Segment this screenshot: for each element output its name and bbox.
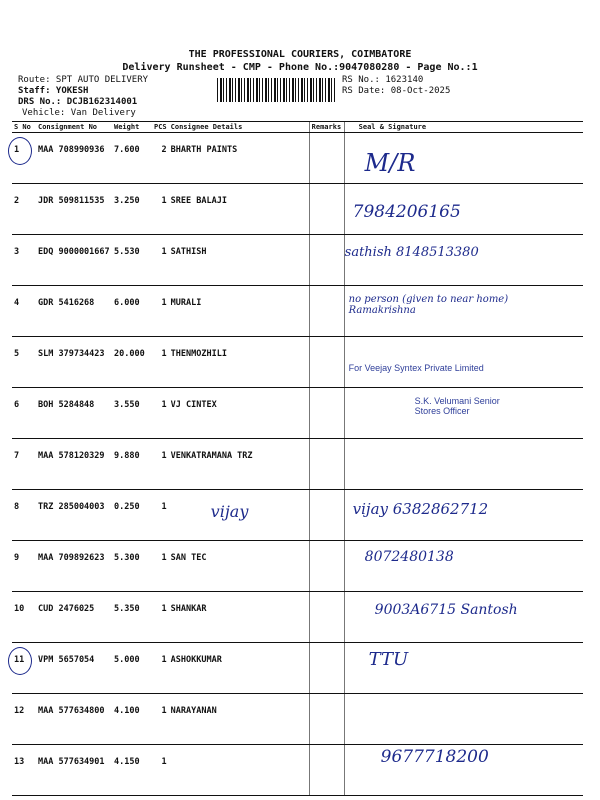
remarks-cell — [309, 643, 344, 694]
consignee-cell — [169, 745, 310, 796]
col-sno: S No — [12, 122, 36, 133]
remarks-cell — [309, 694, 344, 745]
staff-text: Staff: YOKESH — [18, 86, 89, 96]
table-row — [12, 286, 583, 337]
remarks-cell — [309, 235, 344, 286]
consignment-cell: VPM 5657054 — [36, 643, 112, 694]
sno-cell: 1 — [12, 133, 36, 184]
col-consignee: Consignee Details — [169, 122, 310, 133]
weight-cell: 0.250 — [112, 490, 152, 541]
sno-cell: 9 — [12, 541, 36, 592]
weight-cell: 7.600 — [112, 133, 152, 184]
table-row — [12, 541, 583, 592]
signature-cell — [344, 133, 583, 184]
meta-left — [18, 75, 148, 119]
meta-right — [342, 75, 450, 97]
signature-cell — [344, 643, 583, 694]
col-weight: Weight — [112, 122, 152, 133]
signature-text: 8072480138 — [364, 549, 454, 565]
consignment-cell: GDR 5416268 — [36, 286, 112, 337]
remarks-cell — [309, 541, 344, 592]
consignment-cell: MAA 577634800 — [36, 694, 112, 745]
weight-cell: 20.000 — [112, 337, 152, 388]
pcs-cell: 1 — [152, 235, 169, 286]
vehicle-text: Vehicle: Van Delivery — [22, 108, 136, 118]
remarks-cell — [309, 286, 344, 337]
consignment-cell: JDR 509811535 — [36, 184, 112, 235]
consignee-cell: BHARTH PAINTS — [169, 133, 310, 184]
rs-date: RS Date: 08-Oct-2025 — [342, 86, 451, 96]
table-row — [12, 184, 583, 235]
remarks-cell — [309, 337, 344, 388]
table-header-row — [12, 122, 583, 133]
remarks-cell — [309, 133, 344, 184]
col-remarks: Remarks — [309, 122, 344, 133]
signature-cell — [344, 490, 583, 541]
consignee-cell: ASHOKKUMAR — [169, 643, 310, 694]
table-row — [12, 643, 583, 694]
sno-cell: 2 — [12, 184, 36, 235]
signature-text: vijay 6382862712 — [352, 500, 489, 518]
col-seal: Seal & Signature — [344, 122, 583, 133]
signature-text: For Veejay Syntex Private Limited — [348, 363, 484, 373]
runsheet-table — [12, 121, 583, 796]
sno-cell: 12 — [12, 694, 36, 745]
pcs-cell: 1 — [152, 439, 169, 490]
col-consignment: Consignment No — [36, 122, 112, 133]
consignee-cell: SATHISH — [169, 235, 310, 286]
weight-cell: 3.250 — [112, 184, 152, 235]
pcs-cell: 1 — [152, 643, 169, 694]
signature-text: 9003A6715 Santosh — [374, 602, 518, 618]
sno-cell: 7 — [12, 439, 36, 490]
signature-cell — [344, 694, 583, 745]
table-row — [12, 745, 583, 796]
signature-cell — [344, 745, 583, 796]
consignment-cell: TRZ 285004003 — [36, 490, 112, 541]
weight-cell: 5.350 — [112, 592, 152, 643]
consignment-cell: BOH 5284848 — [36, 388, 112, 439]
pcs-cell: 1 — [152, 592, 169, 643]
barcode — [217, 78, 337, 102]
circle-mark — [8, 647, 32, 675]
rs-number: RS No.: 1623140 — [342, 75, 424, 85]
consignee-cell: NARAYANAN — [169, 694, 310, 745]
signature-cell — [344, 592, 583, 643]
pcs-cell: 1 — [152, 388, 169, 439]
consignee-cell: THENMOZHILI — [169, 337, 310, 388]
remarks-cell — [309, 184, 344, 235]
signature-text: M/R — [364, 149, 416, 177]
handwritten-name: vijay — [210, 502, 249, 521]
signature-cell — [344, 235, 583, 286]
sno-cell: 6 — [12, 388, 36, 439]
weight-cell: 9.880 — [112, 439, 152, 490]
sno-cell: 4 — [12, 286, 36, 337]
remarks-cell — [309, 592, 344, 643]
remarks-cell — [309, 490, 344, 541]
runsheet-subtitle: Delivery Runsheet - CMP - Phone No.:9047080280 - Page No.:1 — [122, 62, 478, 73]
route-text: Route: SPT AUTO DELIVERY — [18, 75, 149, 85]
signature-cell — [344, 286, 583, 337]
signature-cell — [344, 337, 583, 388]
table-row — [12, 388, 583, 439]
pcs-cell: 2 — [152, 133, 169, 184]
signature-text: TTU — [368, 649, 409, 670]
signature-text: sathish 8148513380 — [344, 245, 479, 260]
pcs-cell: 1 — [152, 694, 169, 745]
consignee-cell — [169, 490, 310, 541]
pcs-cell: 1 — [152, 490, 169, 541]
weight-cell: 5.300 — [112, 541, 152, 592]
consignee-cell: VJ CINTEX — [169, 388, 310, 439]
signature-cell — [344, 439, 583, 490]
table-row — [12, 592, 583, 643]
consignment-cell: MAA 578120329 — [36, 439, 112, 490]
sno-cell: 11 — [12, 643, 36, 694]
drs-number: DRS No.: DCJB162314001 — [18, 97, 138, 107]
col-pcs: PCS — [154, 123, 167, 131]
signature-text: 7984206165 — [352, 202, 461, 222]
weight-cell: 5.530 — [112, 235, 152, 286]
consignment-cell: MAA 708990936 — [36, 133, 112, 184]
signature-cell — [344, 184, 583, 235]
table-row — [12, 490, 583, 541]
table-row — [12, 133, 583, 184]
company-title: THE PROFESSIONAL COURIERS, COIMBATORE — [188, 49, 412, 60]
consignment-cell: EDQ 9000001667 — [36, 235, 112, 286]
weight-cell: 5.000 — [112, 643, 152, 694]
consignment-cell: CUD 2476025 — [36, 592, 112, 643]
remarks-cell — [309, 388, 344, 439]
weight-cell: 4.100 — [112, 694, 152, 745]
remarks-cell — [309, 439, 344, 490]
consignment-cell: SLM 379734423 — [36, 337, 112, 388]
consignee-cell: VENKATRAMANA TRZ — [169, 439, 310, 490]
pcs-cell: 1 — [152, 286, 169, 337]
signature-cell — [344, 541, 583, 592]
pcs-cell: 1 — [152, 541, 169, 592]
sno-cell: 10 — [12, 592, 36, 643]
weight-cell: 3.550 — [112, 388, 152, 439]
sno-cell: 8 — [12, 490, 36, 541]
weight-cell: 4.150 — [112, 745, 152, 796]
pcs-cell: 1 — [152, 184, 169, 235]
signature-cell — [344, 388, 583, 439]
consignment-cell: MAA 577634901 — [36, 745, 112, 796]
consignee-cell: MURALI — [169, 286, 310, 337]
pcs-cell: 1 — [152, 337, 169, 388]
signature-text: no person (given to near home) Ramakrishna — [348, 294, 509, 316]
consignment-cell: MAA 709892623 — [36, 541, 112, 592]
weight-cell: 6.000 — [112, 286, 152, 337]
signature-text: S.K. Velumani Senior Stores Officer — [414, 396, 500, 416]
signature-text: 9677718200 — [380, 747, 489, 767]
table-row — [12, 337, 583, 388]
remarks-cell — [309, 745, 344, 796]
table-row — [12, 694, 583, 745]
sno-cell: 3 — [12, 235, 36, 286]
consignee-cell: SHANKAR — [169, 592, 310, 643]
table-row — [12, 439, 583, 490]
sno-cell: 5 — [12, 337, 36, 388]
circle-mark — [8, 137, 32, 165]
consignee-cell: SREE BALAJI — [169, 184, 310, 235]
consignee-cell: SAN TEC — [169, 541, 310, 592]
sno-cell: 13 — [12, 745, 36, 796]
pcs-cell: 1 — [152, 745, 169, 796]
table-row — [12, 235, 583, 286]
